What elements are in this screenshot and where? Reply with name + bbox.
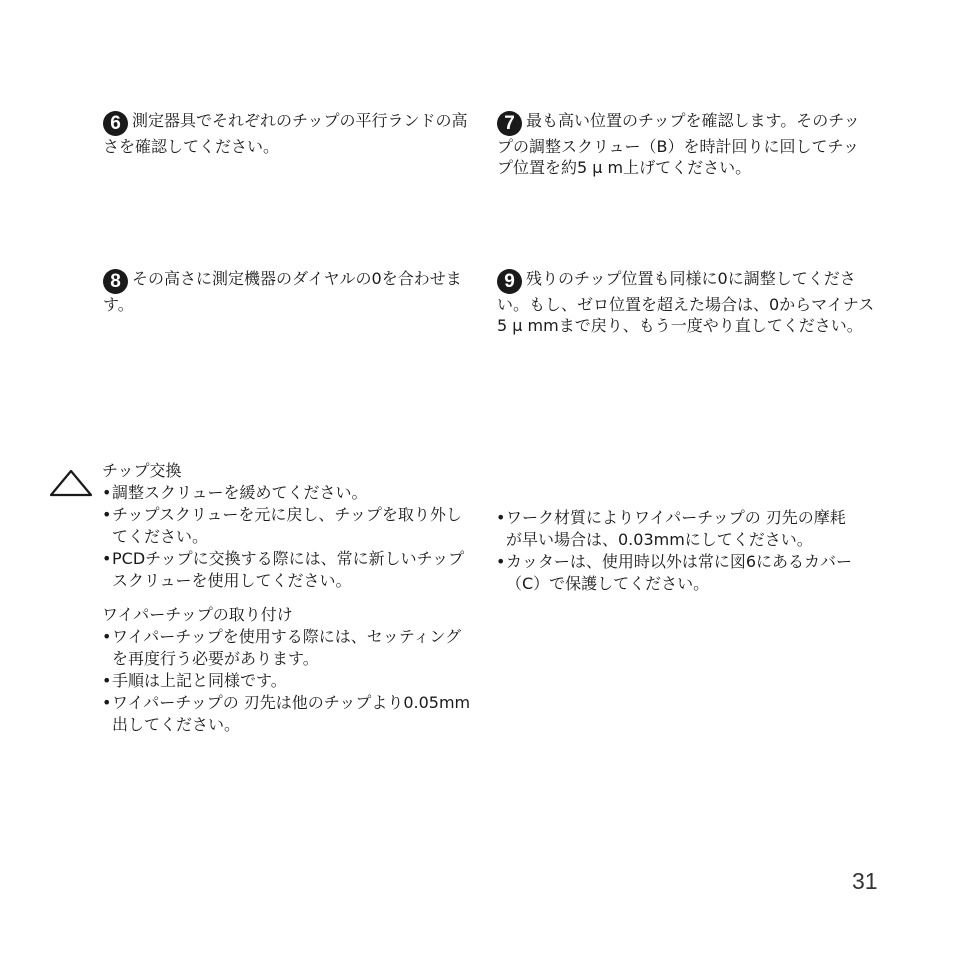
list-item: • チップスクリューを元に戻し、チップを取り外してください。 xyxy=(102,504,472,548)
step-number-badge: 8 xyxy=(103,269,128,294)
wiper-tip-list xyxy=(102,626,472,736)
list-item: • 手順は上記と同様です。 xyxy=(102,670,472,692)
list-item: • 調整スクリューを緩めてください。 xyxy=(102,482,472,504)
notes-right xyxy=(496,507,856,595)
step-6-text: 測定器具でそれぞれのチップの平行ランドの高さを確認してください。 xyxy=(103,111,468,156)
wiper-tip-heading: ワイパーチップの取り付け xyxy=(102,605,293,624)
page-number: 31 xyxy=(852,868,878,894)
list-item: • PCDチップに交換する際には、常に新しいチップスクリューを使用してください。 xyxy=(102,548,472,592)
step-number-badge: 7 xyxy=(497,111,522,136)
step-9-text: 残りのチップ位置も同様に0に調整してください。もし、ゼロ位置を超えた場合は、0からマイナス5 μ mmまで戻り、もう一度やり直してください。 xyxy=(497,269,875,335)
step-6 xyxy=(103,110,473,157)
list-item: • カッターは、使用時以外は常に図6にあるカバー（C）で保護してください。 xyxy=(496,551,856,595)
step-7 xyxy=(497,110,869,178)
step-7-text: 最も高い位置のチップを確認します。そのチップの調整スクリュー（B）を時計回りに回してチップ位置を約5 μ m上げてください。 xyxy=(497,111,860,177)
step-number-badge: 9 xyxy=(497,269,522,294)
caution-triangle-icon xyxy=(49,469,93,497)
step-number-badge: 6 xyxy=(103,111,128,136)
step-9 xyxy=(497,268,875,336)
right-notes-list xyxy=(496,507,856,595)
list-item: • ワイパーチップの 刃先は他のチップより0.05mm出してください。 xyxy=(102,692,472,736)
tip-exchange-heading: チップ交換 xyxy=(102,461,182,480)
list-item: • ワーク材質によりワイパーチップの 刃先の摩耗が早い場合は、0.03mmにしてください。 xyxy=(496,507,856,551)
tip-exchange-list xyxy=(102,482,472,592)
notes-left xyxy=(102,460,472,736)
list-item: • ワイパーチップを使用する際には、セッティングを再度行う必要があります。 xyxy=(102,626,472,670)
step-8 xyxy=(103,268,473,315)
step-8-text: その高さに測定機器のダイヤルの0を合わせます。 xyxy=(103,269,462,314)
